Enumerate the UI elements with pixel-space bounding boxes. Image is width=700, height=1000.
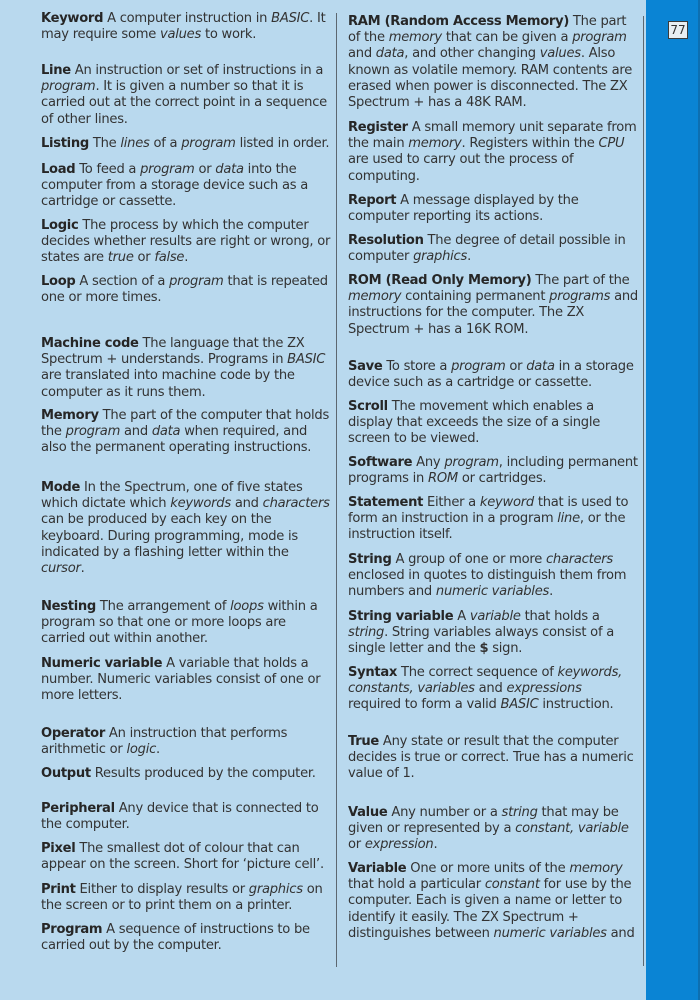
glossary-term: True bbox=[348, 734, 379, 749]
glossary-definition: A computer instruction in BASIC. It may require some values to work. bbox=[41, 11, 326, 43]
page-edge-band bbox=[646, 0, 700, 1000]
glossary-definition: A sequence of instructions to be carried out by the computer. bbox=[41, 922, 310, 954]
glossary-term: Value bbox=[348, 805, 388, 820]
glossary-term: Software bbox=[348, 455, 413, 470]
glossary-definition: The part of the memory that can be given a program and data, and other changing values. Also known as volatile memory. RAM contents are erased when power is disconnected. The ZX Spectrum + has a 48K RAM. bbox=[348, 14, 633, 111]
glossary-definition: Any number or a string that may be given or represented by a constant, variable or expression. bbox=[348, 805, 629, 853]
glossary-term: Nesting bbox=[41, 599, 96, 614]
glossary-term: Load bbox=[41, 162, 76, 177]
glossary-entry bbox=[348, 359, 638, 391]
glossary-entry bbox=[348, 805, 638, 854]
glossary-definition: Either a keyword that is used to form an instruction in a program line, or the instruction itself. bbox=[348, 495, 629, 543]
glossary-term: String bbox=[348, 552, 392, 567]
glossary-term: Variable bbox=[348, 861, 407, 876]
glossary-entry bbox=[348, 193, 638, 225]
glossary-term: Resolution bbox=[348, 233, 424, 248]
glossary-definition: The lines of a program listed in order. bbox=[88, 136, 330, 151]
glossary-term: Memory bbox=[41, 408, 99, 423]
glossary-term: Program bbox=[41, 922, 103, 937]
glossary-term: Keyword bbox=[41, 11, 104, 26]
glossary-term: Listing bbox=[41, 136, 89, 151]
glossary-definition: The correct sequence of keywords, constants, variables and expressions required to form a valid BASIC instruction. bbox=[348, 665, 623, 713]
column-divider-right bbox=[643, 16, 644, 966]
page-number: 77 bbox=[668, 21, 688, 39]
glossary-term: RAM (Random Access Memory) bbox=[348, 14, 570, 29]
glossary-entry bbox=[41, 801, 331, 833]
glossary-entry bbox=[348, 455, 638, 487]
glossary-entry bbox=[348, 399, 638, 448]
glossary-entry bbox=[348, 861, 638, 942]
glossary-definition: A message displayed by the computer reporting its actions. bbox=[348, 193, 579, 225]
glossary-entry bbox=[41, 218, 331, 267]
glossary-definition: The arrangement of loops within a program so that one or more loops are carried out within another. bbox=[41, 599, 318, 647]
glossary-term: String variable bbox=[348, 609, 454, 624]
glossary-definition: The part of the memory containing permanent programs and instructions for the computer. The ZX Spectrum + has a 16K ROM. bbox=[348, 273, 638, 337]
glossary-entry bbox=[41, 766, 331, 782]
glossary-definition: The degree of detail possible in computer graphics. bbox=[348, 233, 626, 265]
glossary-entry bbox=[41, 726, 331, 758]
glossary-term: Save bbox=[348, 359, 383, 374]
glossary-entry bbox=[41, 599, 331, 648]
column-divider-left bbox=[336, 13, 337, 967]
glossary-definition: A variable that holds a number. Numeric variables consist of one or more letters. bbox=[41, 656, 321, 704]
glossary-definition: The movement which enables a display that exceeds the size of a single screen to be viewed. bbox=[348, 399, 601, 447]
glossary-term: Print bbox=[41, 882, 76, 897]
glossary-entry bbox=[41, 480, 331, 577]
glossary-term: Pixel bbox=[41, 841, 76, 856]
glossary-definition: Any device that is connected to the computer. bbox=[41, 801, 319, 833]
glossary-term: ROM (Read Only Memory) bbox=[348, 273, 532, 288]
glossary-definition: To feed a program or data into the computer from a storage device such as a cartridge or cassette. bbox=[41, 162, 309, 210]
glossary-definition: A variable that holds a string. String variables always consist of a single letter and the $ sign. bbox=[348, 609, 614, 657]
glossary-term: Report bbox=[348, 193, 397, 208]
glossary-entry bbox=[348, 734, 638, 783]
glossary-entry bbox=[41, 841, 331, 873]
glossary-entry bbox=[41, 63, 331, 128]
glossary-term: Mode bbox=[41, 480, 81, 495]
glossary-definition: In the Spectrum, one of five states which dictate which keywords and characters can be produced by each key on the keyboard. During programming, mode is indicated by a flashing letter within the cursor. bbox=[41, 480, 330, 577]
glossary-entry bbox=[41, 408, 331, 457]
glossary-definition: The smallest dot of colour that can appear on the screen. Short for ‘picture cell’. bbox=[41, 841, 324, 873]
glossary-definition: A section of a program that is repeated one or more times. bbox=[41, 274, 328, 306]
glossary-entry bbox=[41, 656, 331, 705]
glossary-definition: To store a program or data in a storage device such as a cartridge or cassette. bbox=[348, 359, 634, 391]
glossary-definition: An instruction or set of instructions in a program. It is given a number so that it is carried out at the correct point in a sequence of other lines. bbox=[41, 63, 327, 127]
glossary-definition: One or more units of the memory that hold a particular constant for use by the computer. Each is given a name or letter to identify it easily. The ZX Spectrum + distinguishes between numeric variables and bbox=[348, 861, 635, 941]
glossary-term: Numeric variable bbox=[41, 656, 163, 671]
glossary-term: Output bbox=[41, 766, 91, 781]
glossary-entry bbox=[41, 162, 331, 211]
glossary-definition: A small memory unit separate from the main memory. Registers within the CPU are used to carry out the process of computing. bbox=[348, 120, 637, 184]
glossary-term: Statement bbox=[348, 495, 424, 510]
glossary-term: Operator bbox=[41, 726, 105, 741]
glossary-entry bbox=[41, 336, 331, 401]
glossary-definition: Either to display results or graphics on the screen or to print them on a printer. bbox=[41, 882, 323, 914]
glossary-entry bbox=[348, 14, 638, 111]
glossary-term: Logic bbox=[41, 218, 79, 233]
glossary-entry bbox=[348, 665, 638, 714]
glossary-definition: The process by which the computer decides whether results are right or wrong, or states are true or false. bbox=[41, 218, 331, 266]
glossary-term: Loop bbox=[41, 274, 76, 289]
glossary-entry bbox=[41, 882, 331, 914]
glossary-term: Machine code bbox=[41, 336, 139, 351]
glossary-term: Syntax bbox=[348, 665, 398, 680]
glossary-definition: Any program, including permanent programs in ROM or cartridges. bbox=[348, 455, 638, 487]
glossary-entry bbox=[348, 495, 638, 544]
glossary-entry bbox=[348, 552, 638, 601]
glossary-entry bbox=[41, 11, 331, 43]
glossary-term: Register bbox=[348, 120, 408, 135]
glossary-term: Scroll bbox=[348, 399, 388, 414]
glossary-entry bbox=[41, 274, 331, 306]
glossary-definition: Results produced by the computer. bbox=[90, 766, 316, 781]
glossary-entry bbox=[41, 922, 331, 954]
glossary-definition: The language that the ZX Spectrum + understands. Programs in BASIC are translated into machine code by the computer as it runs them. bbox=[41, 336, 326, 400]
glossary-definition: Any state or result that the computer decides is true or correct. True has a numeric value of 1. bbox=[348, 734, 634, 782]
glossary-entry bbox=[348, 120, 638, 185]
glossary-entry bbox=[41, 136, 331, 152]
glossary-term: Peripheral bbox=[41, 801, 115, 816]
glossary-entry bbox=[348, 609, 638, 658]
glossary-definition: A group of one or more characters enclosed in quotes to distinguish them from numbers and numeric variables. bbox=[348, 552, 627, 600]
glossary-definition: An instruction that performs arithmetic or logic. bbox=[41, 726, 288, 758]
glossary-entry bbox=[348, 273, 638, 338]
glossary-entry bbox=[348, 233, 638, 265]
glossary-definition: The part of the computer that holds the program and data when required, and also the permanent operating instructions. bbox=[41, 408, 330, 456]
glossary-term: Line bbox=[41, 63, 71, 78]
